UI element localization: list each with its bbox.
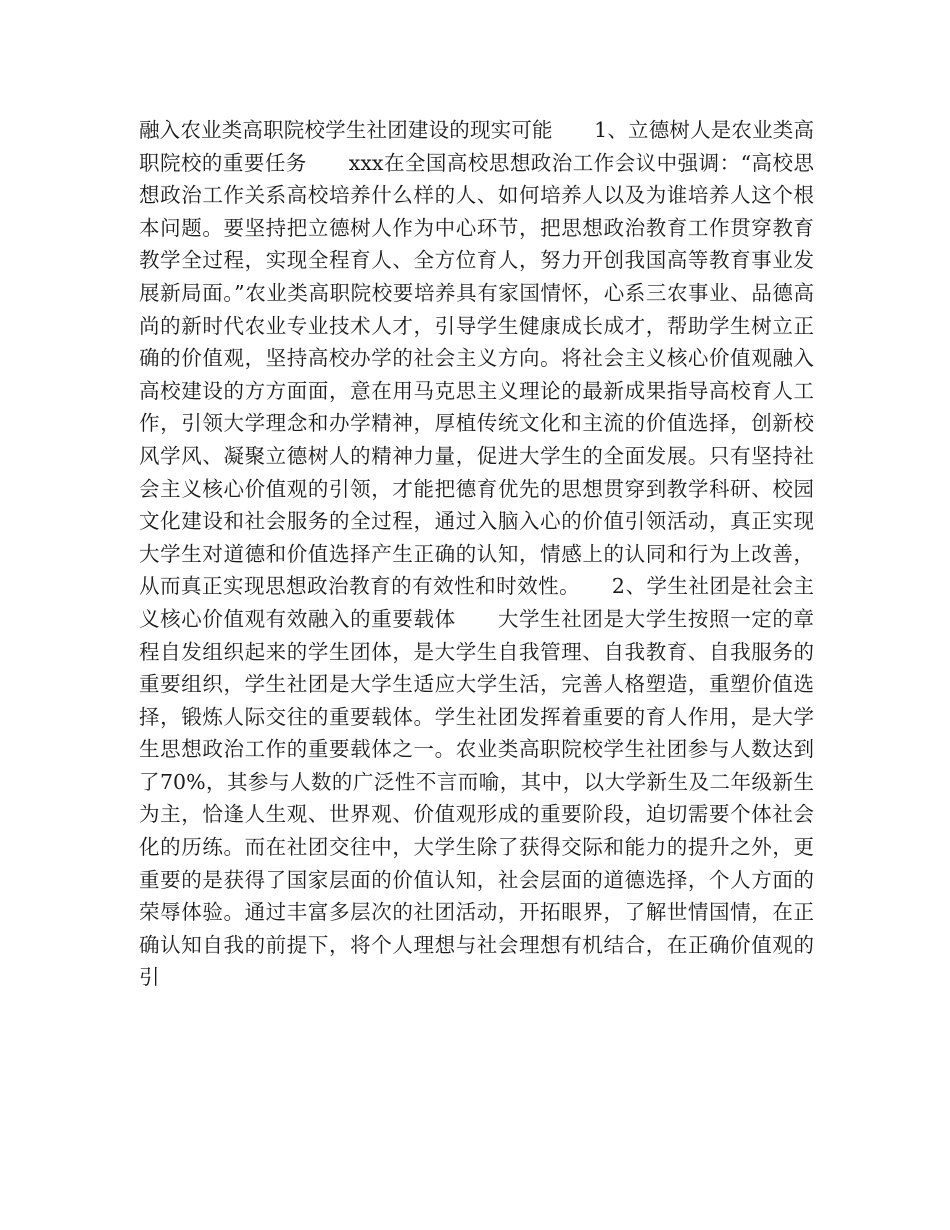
body-text: 融入农业类高职院校学生社团建设的现实可能 1、立德树人是农业类高职院校的重要任务 xxx在全国高校思想政治工作会议中强调：“高校思想政治工作关系高校培养什么样的人、如何培养人以及为谁培养人这个根本问题。要坚持把立德树人作为中心环节，把思想政治教育工作贯穿教育教学全过程，实现全程育人、全方位育人，努力开创我国高等教育事业发展新局面。”农业类高职院校要培养具有家国情怀，心系三农事业、品德高尚的新时代农业专业技术人才，引导学生健康成长成才，帮助学生树立正确的价值观，坚持高校办学的社会主义方向。将社会主义核心价值观融入高校建设的方方面面，意在用马克思主义理论的最新成果指导高校育人工作，引领大学理念和办学精神，厚植传统文化和主流的价值选择，创新校风学风、凝聚立德树人的精神力量，促进大学生的全面发展。只有坚持社会主义核心价值观的引领，才能把德育优先的思想贯穿到教学科研、校园文化建设和社会服务的全过程，通过入脑入心的价值引领活动，真正实现大学生对道德和价值选择产生正确的认知，情感上的认同和行为上改善，从而真正实现思想政治教育的有效性和时效性。 2、学生社团是社会主义核心价值观有效融入的重要载体 大学生社团是大学生按照一定的章程自发组织起来的学生团体，是大学生自我管理、自我教育、自我服务的重要组织，学生社团是大学生适应大学生活，完善人格塑造，重塑价值选择，锻炼人际交往的重要载体。学生社团发挥着重要的育人作用，是大学生思想政治工作的重要载体之一。农业类高职院校学生社团参与人数达到了70%，其参与人数的广泛性不言而喻，其中，以大学新生及二年级新生为主，恰逢人生观、世界观、价值观形成的重要阶段，迫切需要个体社会化的历练。而在社团交往中，大学生除了获得交际和能力的提升之外，更重要的是获得了国家层面的价值认知，社会层面的道德选择，个人方面的荣辱体验。通过丰富多层次的社团活动，开拓眼界，了解世情国情，在正确认知自我的前提下，将个人理想与社会理想有机结合，在正确价值观的引	[139, 118, 814, 990]
